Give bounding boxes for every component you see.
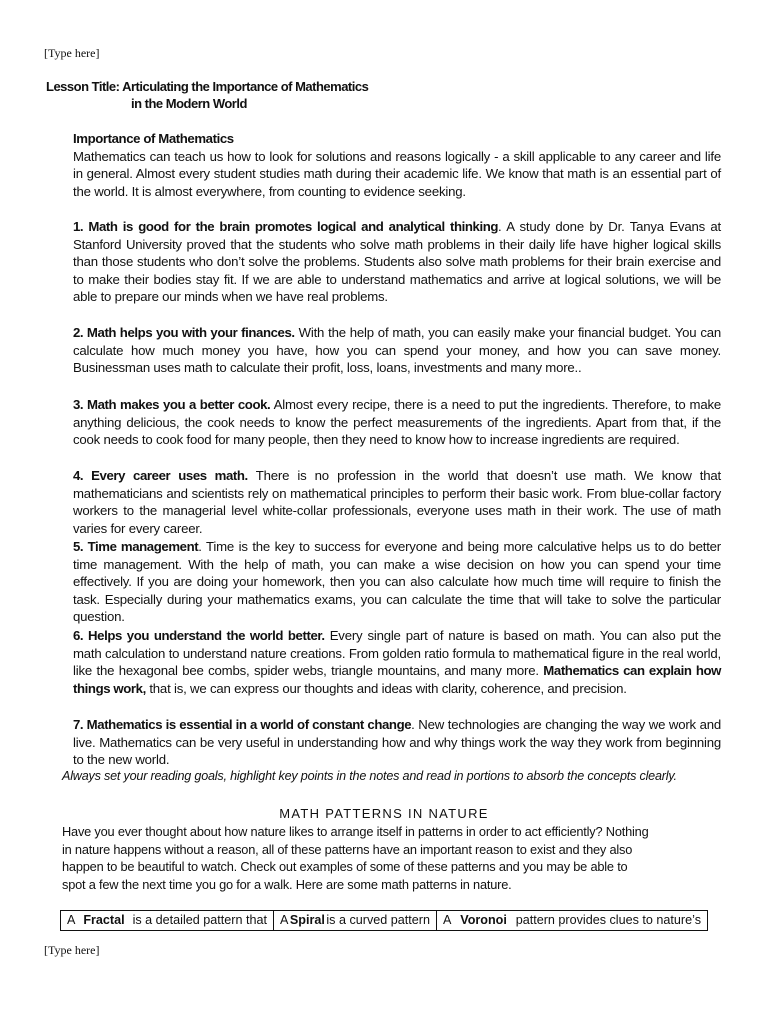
point-3 <box>73 396 721 449</box>
importance-body: Mathematics can teach us how to look for solutions and reasons logically - a skill applicable to any career and life in general. Almost every student studies math during their academic life. We know that math is an essential part of the world. It is almost everywhere, from counting to evidence seeking. <box>73 148 721 199</box>
page-footer: [Type here] <box>44 943 100 957</box>
point-7-title: 7. Mathematics is essential in a world of constant change <box>73 717 412 732</box>
patterns-intro: Have you ever thought about how nature likes to arrange itself in patterns in order to act efficiently? Nothing in nature happens without a reason, all of these patterns have an important reason to exist and they also happen to be beautiful to watch. Check out examples of some of these patterns and you may be able to spot a few the next time you go for a walk. Here are some math patterns in nature. <box>62 824 649 892</box>
point-4-title: 4. Every career uses math. <box>73 468 248 483</box>
point-2-body: With the help of math, you can easily make your financial budget. You can calculate how much money you have, how you can spend your money, and how you can save money. Businessman uses math to calculate their profit, loss, loans, investments and many more.. <box>73 325 721 376</box>
point-1-body: . A study done by Dr. Tanya Evans at Stanford University proved that the students who solve math problems in their daily life have higher logical skills than those students who don’t solve the problems. Students also solve math problems for their brain exercise and to make their bodies stay fit. If we are able to understand mathematics and arrive at logical solutions, we will be able to prepare our minds when we have real problems. <box>73 219 722 305</box>
pattern-cell-pre: A <box>67 913 76 927</box>
point-4 <box>73 467 721 537</box>
pattern-cell-post: is a detailed pattern that <box>132 913 267 927</box>
point-5-body: . Time is the key to success for everyone and being more calculative helps us to do better time management. With the help of math, you can make a wise decision on how you can spend your time effectively. If you are doing your homework, then you can also calculate how much time will require to finish the task. Especially during your mathematics exams, you can calculate the time that will take to solve the particular question. <box>73 539 721 625</box>
pattern-cell-pre: A <box>280 913 289 927</box>
pattern-term-fractal: Fractal <box>83 913 125 927</box>
page-header: [Type here] <box>44 46 100 60</box>
point-1 <box>73 218 721 306</box>
point-6-body: Every single part of nature is based on math. You can also put the math calculation to understand nature creations. From golden ratio formula to mathematical figure in the real world, like the hexagonal bee combs, spider webs, triangle mountains, and many more. <box>73 628 722 679</box>
point-1-title: 1. Math is good for the brain promotes logical and analytical thinking <box>73 219 499 234</box>
lesson-title <box>46 78 368 112</box>
point-2-title: 2. Math helps you with your finances. <box>73 325 295 340</box>
pattern-term-spiral: Spiral <box>289 913 325 927</box>
point-4-body: There is no profession in the world that doesn’t use math. We know that mathematicians and scientists rely on mathematical principles to perform their basic work. From blue-collar factory workers to the managerial level white-collar professionals, everyone uses math in their work. The use of math varies for every career. <box>73 468 722 536</box>
pattern-cell-post: pattern provides clues to nature’s <box>515 913 701 927</box>
importance-section <box>73 130 721 200</box>
point-2 <box>73 324 721 377</box>
patterns-table <box>60 910 708 931</box>
point-6-bold-tail: Mathematics can explain how things work, <box>73 663 721 696</box>
point-3-title: 3. Math makes you a better cook. <box>73 397 271 412</box>
point-7-body: . New technologies are changing the way we work and live. Mathematics can be very useful in understanding how and why things work the way they work from beginning to the new world. <box>73 717 721 768</box>
point-6-title: 6. Helps you understand the world better. <box>73 628 325 643</box>
point-6 <box>73 627 721 697</box>
pattern-cell-spiral <box>274 911 437 931</box>
pattern-term-voronoi: Voronoi <box>460 913 507 927</box>
reading-note: Always set your reading goals, highlight key points in the notes and read in portions to absorb the concepts clearly. <box>62 769 677 783</box>
lesson-title-line-2: in the Modern World <box>131 96 247 111</box>
point-5 <box>73 538 721 626</box>
pattern-cell-pre: A <box>443 913 452 927</box>
lesson-title-line-1: Lesson Title: Articulating the Importance of Mathematics <box>46 79 369 94</box>
patterns-table-row <box>61 911 708 931</box>
point-6-body-tail: that is, we can express our thoughts and ideas with clarity, coherence, and precision. <box>145 680 627 696</box>
importance-heading: Importance of Mathematics <box>73 131 234 146</box>
point-3-body: Almost every recipe, there is a need to put the ingredients. Therefore, to make anything delicious, the cook needs to know the perfect measurements of the ingredients. Apart from that, if the cook needs to cook food for many people, then they need to know how to increase ingredients are required. <box>73 397 722 448</box>
pattern-cell-voronoi <box>437 911 708 931</box>
pattern-cell-fractal <box>61 911 274 931</box>
point-5-title: 5. Time management <box>73 539 199 554</box>
patterns-heading: MATH PATTERNS IN NATURE <box>279 806 489 821</box>
pattern-cell-post: is a curved pattern <box>326 913 430 927</box>
point-7 <box>73 716 721 769</box>
